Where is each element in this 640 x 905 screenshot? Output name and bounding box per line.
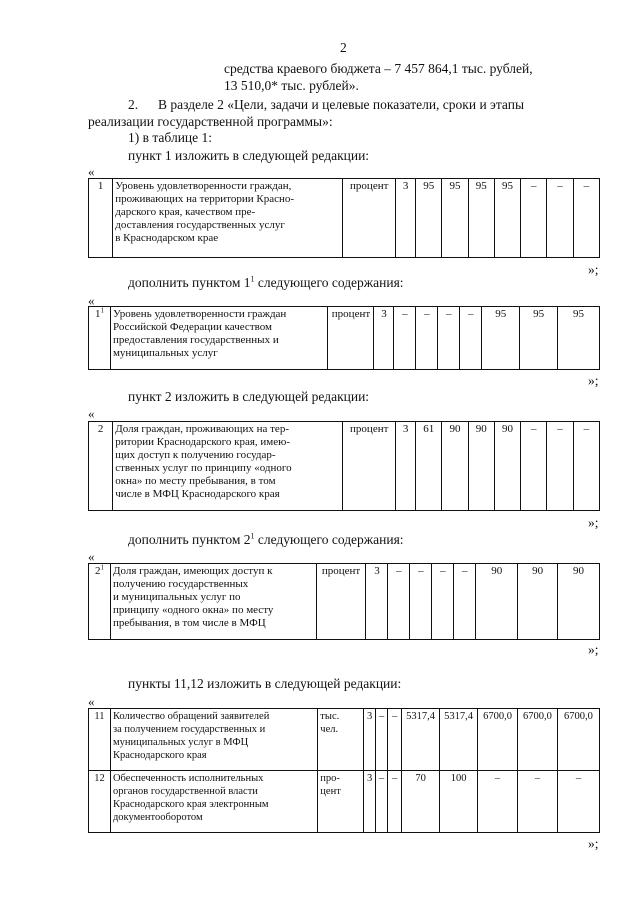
budget-line-2: 13 510,0* тыс. рублей».	[224, 78, 359, 93]
value-cell: –	[388, 771, 402, 833]
value-cell: 90	[468, 422, 494, 511]
table-row	[89, 771, 600, 833]
value-cell: 95	[416, 179, 442, 258]
block-heading: пункт 2 изложить в следующей редакции:	[128, 389, 370, 404]
close-quote: »;	[588, 515, 599, 530]
table-row	[89, 422, 600, 511]
row-number: 1	[89, 179, 113, 258]
unit-cell: процент	[343, 422, 396, 511]
status-cell: 3	[366, 564, 388, 640]
row-number: 12	[89, 771, 111, 833]
status-cell: 3	[374, 307, 394, 370]
value-cell: –	[557, 771, 599, 833]
value-cell: –	[394, 307, 416, 370]
value-cell: 95	[468, 179, 494, 258]
status-cell: 3	[395, 179, 415, 258]
row-number: $2^1$	[89, 564, 111, 640]
close-quote: »;	[588, 262, 599, 277]
unit-cell: процент	[343, 179, 396, 258]
open-quote: «	[88, 694, 95, 709]
value-cell: 6700,0	[518, 709, 558, 771]
value-cell: –	[547, 422, 573, 511]
value-cell: 100	[440, 771, 478, 833]
value-cell: 6700,0	[478, 709, 518, 771]
section-number: 2.	[128, 97, 139, 112]
value-cell: 90	[442, 422, 468, 511]
open-quote: «	[88, 293, 95, 308]
status-cell: 3	[364, 771, 376, 833]
page-number: 2	[340, 40, 347, 55]
indicator-name: Обеспеченность исполнительных органов государственной власти Краснодарского края электронным документооборотом	[110, 771, 317, 833]
value-cell: 95	[482, 307, 520, 370]
open-quote: «	[88, 406, 95, 421]
table-row	[89, 307, 600, 370]
section-title-line-1: В разделе 2 «Цели, задачи и целевые показатели, сроки и этапы	[158, 97, 525, 112]
value-cell: 95	[442, 179, 468, 258]
status-cell: 3	[364, 709, 376, 771]
value-cell: 95	[558, 307, 600, 370]
value-cell: –	[573, 179, 599, 258]
value-cell: –	[388, 564, 410, 640]
value-cell: 61	[416, 422, 442, 511]
value-cell: –	[521, 179, 547, 258]
indicator-name: Уровень удовлетворенности граждан, проживающих на территории Красно- дарского края, качеством пре- доставления государственных услуг в Краснодарском крае	[113, 179, 343, 258]
close-quote: »;	[588, 642, 599, 657]
unit-cell: тыс. чел.	[318, 709, 364, 771]
indicator-name: Доля граждан, проживающих на тер- ритории Краснодарского края, имею- щих доступ к получению государ- ственных услуг по принципу «одного окна» по месту пребывания, в том числе в МФЦ Краснодарского края	[113, 422, 343, 511]
status-cell: 3	[395, 422, 415, 511]
value-cell: –	[454, 564, 476, 640]
value-cell: 95	[520, 307, 558, 370]
value-cell: 6700,0	[557, 709, 599, 771]
table-reference: 1) в таблице 1:	[128, 130, 213, 145]
section-title-line-2: реализации государственной программы»:	[88, 114, 333, 129]
value-cell: –	[376, 771, 388, 833]
value-cell: –	[432, 564, 454, 640]
value-cell: 90	[558, 564, 600, 640]
indicator-table	[88, 421, 600, 511]
value-cell: –	[416, 307, 438, 370]
value-cell: 70	[402, 771, 440, 833]
budget-line-1: средства краевого бюджета – 7 457 864,1 тыс. рублей,	[224, 61, 533, 76]
value-cell: –	[438, 307, 460, 370]
value-cell: 90	[476, 564, 518, 640]
unit-cell: про- цент	[318, 771, 364, 833]
value-cell: 95	[494, 179, 520, 258]
value-cell: –	[573, 422, 599, 511]
block-heading: дополнить пунктом $2^1$ следующего содержания:	[128, 531, 404, 547]
value-cell: –	[478, 771, 518, 833]
block-heading: дополнить пунктом $1^1$ следующего содержания:	[128, 274, 404, 290]
value-cell: –	[518, 771, 558, 833]
row-number: 2	[89, 422, 113, 511]
value-cell: –	[521, 422, 547, 511]
indicator-table	[88, 563, 600, 640]
close-quote: »;	[588, 373, 599, 388]
row-number: $1^1$	[89, 307, 111, 370]
table-row	[89, 179, 600, 258]
table-row	[89, 564, 600, 640]
value-cell: –	[388, 709, 402, 771]
indicator-name: Количество обращений заявителей за получением государственных и муниципальных услуг в МФЦ Краснодарского края	[110, 709, 317, 771]
indicator-name: Доля граждан, имеющих доступ к получению государственных и муниципальных услуг по принципу «одного окна» по месту пребывания, в том числе в МФЦ	[110, 564, 316, 640]
block-heading: пункт 1 изложить в следующей редакции:	[128, 148, 370, 163]
indicator-name: Уровень удовлетворенности граждан Российской Федерации качеством предоставления государственных и муниципальных услуг	[110, 307, 328, 370]
unit-cell: процент	[328, 307, 374, 370]
value-cell: 5317,4	[440, 709, 478, 771]
open-quote: «	[88, 549, 95, 564]
value-cell: –	[547, 179, 573, 258]
open-quote: «	[88, 164, 95, 179]
close-quote: »;	[588, 836, 599, 851]
indicator-table	[88, 306, 600, 370]
value-cell: –	[376, 709, 388, 771]
unit-cell: процент	[316, 564, 366, 640]
row-number: 11	[89, 709, 111, 771]
value-cell: –	[410, 564, 432, 640]
table-row	[89, 709, 600, 771]
value-cell: –	[460, 307, 482, 370]
indicator-table	[88, 708, 600, 833]
value-cell: 90	[494, 422, 520, 511]
indicator-table	[88, 178, 600, 258]
value-cell: 90	[518, 564, 558, 640]
value-cell: 5317,4	[402, 709, 440, 771]
block-heading: пункты 11,12 изложить в следующей редакции:	[128, 676, 402, 691]
